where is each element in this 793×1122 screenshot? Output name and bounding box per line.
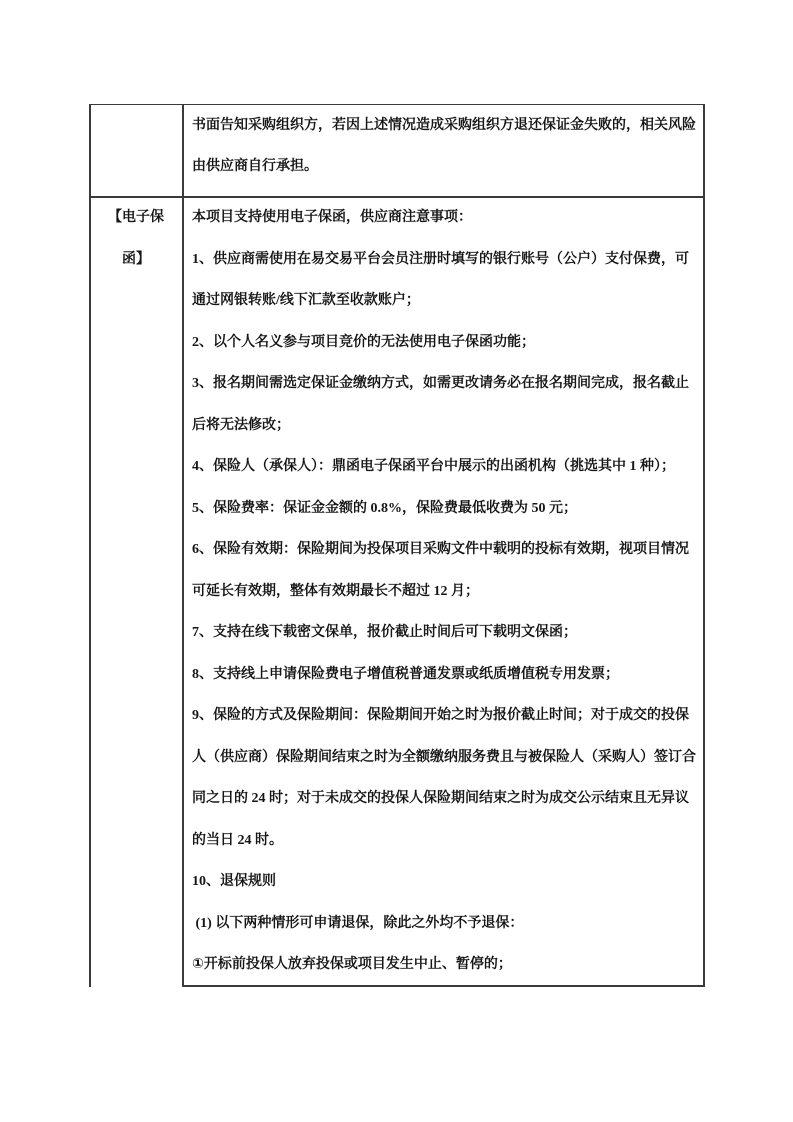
text-line: (1) 以下两种情形可申请退保，除此之外均不予退保： [192, 915, 524, 931]
text-line: 同之日的 24 时；对于未成交的投保人保险期间结束之时为成交公示结束且无异议 [192, 791, 689, 807]
text-line: 可延长有效期，整体有效期最长不超过 12 月； [192, 583, 479, 599]
text-line: 【电子保 [108, 210, 164, 226]
row2-content-cell [192, 197, 700, 986]
text-line: 由供应商自行承担。 [192, 159, 318, 174]
text-line: ①开标前投保人放弃投保或项目发生中止、暂停的； [192, 957, 512, 973]
text-line: 9、保险的方式及保险期间：保险期间开始之时为报价截止时间；对于成交的投保 [192, 708, 689, 724]
row1-content-cell [192, 105, 700, 188]
text-line: 6、保险有效期：保险期间为投保项目采购文件中载明的投标有效期，视项目情况 [192, 542, 689, 558]
text-line: 通过网银转账/线下汇款至收款账户； [192, 293, 420, 309]
text-line: 本项目支持使用电子保函，供应商注意事项： [192, 210, 472, 226]
text-line: 10、退保规则 [192, 874, 276, 890]
text-line: 书面告知采购组织方，若因上述情况造成采购组织方退还保证金失败的，相关风险 [192, 117, 696, 133]
text-line: 3、报名期间需选定保证金缴纳方式，如需更改请务必在报名期间完成，报名截止 [192, 376, 689, 392]
text-line: 人（供应商）保险期间结束之时为全额缴纳服务费且与被保险人（采购人）签订合 [192, 749, 696, 765]
text-line: 5、保险费率：保证金金额的 0.8%，保险费最低收费为 50 元； [192, 500, 577, 516]
text-line: 7、支持在线下载密文保单，报价截止时间后可下载明文保函； [192, 625, 577, 641]
table-border-right [703, 104, 705, 988]
text-line: 8、支持线上申请保险费电子增值税普通发票或纸质增值税专用发票； [192, 666, 619, 682]
text-line: 4、保险人（承保人）：鼎函电子保函平台中展示的出函机构（挑选其中 1 种）； [192, 459, 675, 475]
row2-label-cell [91, 197, 182, 280]
text-line: 2、以个人名义参与项目竞价的无法使用电子保函功能； [192, 334, 535, 350]
text-line: 后将无法修改； [192, 417, 290, 433]
table-border-column-divider [182, 104, 184, 988]
text-line: 1、供应商需使用在易交易平台会员注册时填写的银行账号（公户）支付保费，可 [192, 251, 689, 267]
text-line: 函】 [122, 251, 150, 267]
text-line: 的当日 24 时。 [192, 832, 283, 848]
